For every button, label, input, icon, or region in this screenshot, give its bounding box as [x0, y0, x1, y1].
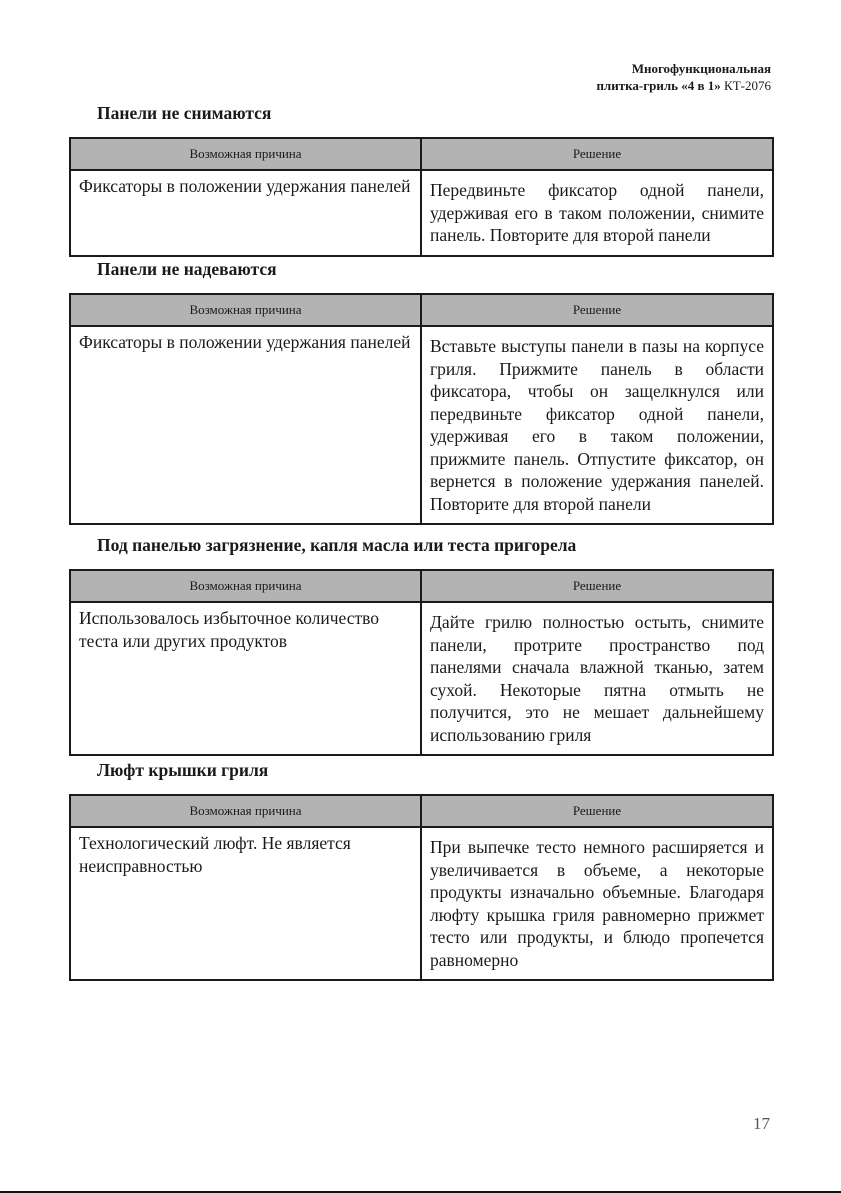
troubleshooting-table-panels-not-attachable [69, 293, 774, 525]
header-cause: Возможная причина [70, 138, 421, 170]
section-title-panels-not-removable: Панели не снимаются [97, 103, 272, 123]
header-cause: Возможная причина [70, 570, 421, 602]
solution-cell: Передвиньте фиксатор одной панели, удерживая его в таком положении, снимите панель. Повторите для второй панели [421, 170, 773, 256]
cause-cell: Фиксаторы в положении удержания панелей [70, 326, 421, 524]
table-row [70, 827, 773, 980]
troubleshooting-table-lid-play [69, 794, 774, 981]
running-head-title: Многофункциональная [631, 61, 771, 76]
table-row [70, 170, 773, 256]
section-title-lid-play: Люфт крышки гриля [97, 760, 269, 780]
troubleshooting-table-panels-not-removable [69, 137, 774, 257]
cause-cell: Технологический люфт. Не является неисправностью [70, 827, 421, 980]
running-head-model: КТ-2076 [720, 78, 771, 93]
running-head-product: плитка-гриль «4 в 1» [596, 78, 721, 93]
running-head [596, 60, 771, 94]
section-title-dirt-under-panel: Под панелью загрязнение, капля масла или теста пригорела [97, 535, 577, 555]
troubleshooting-table-dirt-under-panel [69, 569, 774, 756]
table-header-row [70, 294, 773, 326]
header-cause: Возможная причина [70, 795, 421, 827]
table-header-row [70, 795, 773, 827]
running-head-subtitle [596, 77, 771, 94]
table-row [70, 602, 773, 755]
header-solution: Решение [421, 294, 773, 326]
cause-cell: Использовалось избыточное количество теста или других продуктов [70, 602, 421, 755]
solution-cell: Вставьте выступы панели в пазы на корпусе гриля. Прижмите панель в области фиксатора, чтобы он защелкнулся или передвиньте фиксатор одной панели, удерживая его в таком положении, прижмите панель. Отпустите фиксатор, он вернется в положение удержания панелей. Повторите для второй панели [421, 326, 773, 524]
table-header-row [70, 138, 773, 170]
solution-cell: Дайте грилю полностью остыть, снимите панели, протрите пространство под панелями сначала влажной тканью, затем сухой. Некоторые пятна отмыть не получится, это не мешает дальнейшему использованию гриля [421, 602, 773, 755]
solution-cell: При выпечке тесто немного расширяется и увеличивается в объеме, а некоторые продукты изначально объемные. Благодаря люфту крышка гриля равномерно прижмет тесто или продукты, и блюдо пропечется равномерно [421, 827, 773, 980]
header-solution: Решение [421, 795, 773, 827]
section-title-panels-not-attachable: Панели не надеваются [97, 259, 277, 279]
header-solution: Решение [421, 570, 773, 602]
table-row [70, 326, 773, 524]
table-header-row [70, 570, 773, 602]
header-solution: Решение [421, 138, 773, 170]
cause-cell: Фиксаторы в положении удержания панелей [70, 170, 421, 256]
page-number: 17 [753, 1114, 770, 1133]
header-cause: Возможная причина [70, 294, 421, 326]
